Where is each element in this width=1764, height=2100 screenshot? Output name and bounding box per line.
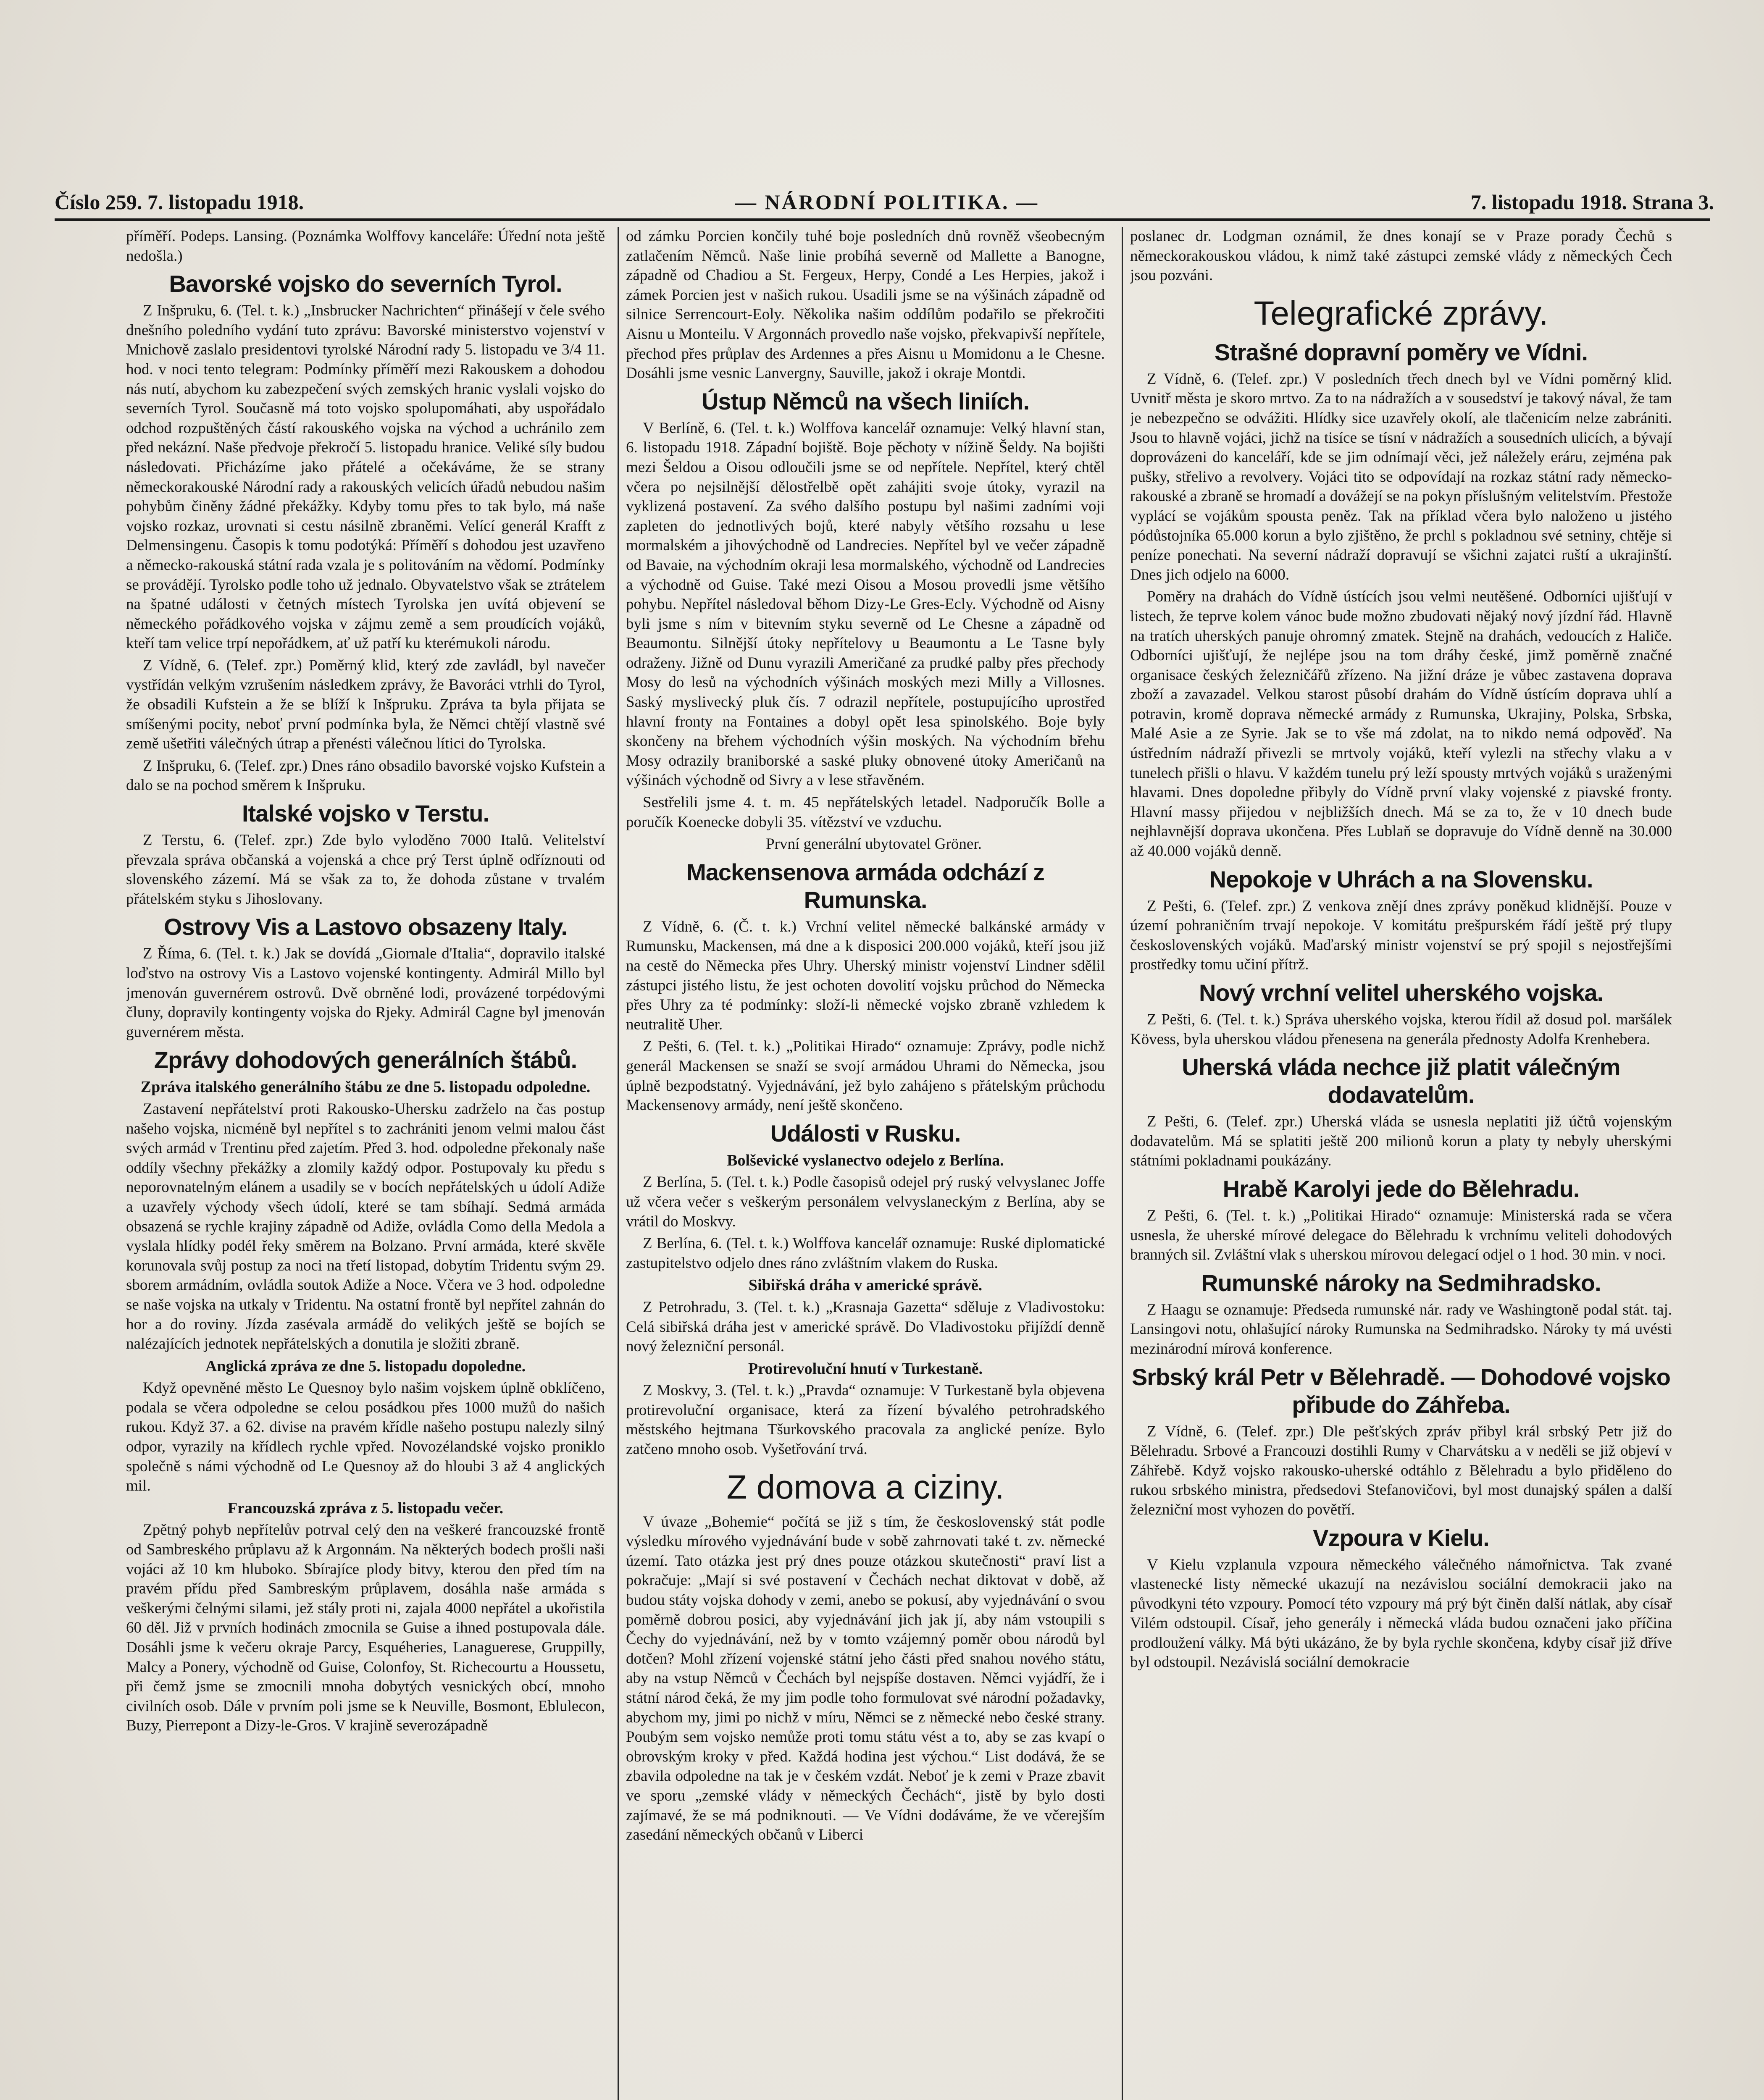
paragraph: Z Říma, 6. (Tel. t. k.) Jak se dovídá „Giornale d'Italia“, dopravilo italské loďstvo na ostrovy Vis a Lastovo vojenské kontingenty. Admirál Millo byl jmenován guvernérem ostrovů. Dvě obrněné lodi, provázené torpédovými čluny, dopravily kontingenty vojska do Rjeky. Admirál Cagne byl jmenován guvernérem města. (126, 945, 605, 1041)
column-divider (618, 227, 619, 2100)
paragraph: poslanec dr. Lodgman oznámil, že dnes konají se v Praze porady Čechů s německorakouskou vládou, k nimž také zástupci zemské vlády z německých Čech jsou pozváni. (1130, 228, 1672, 284)
paragraph: od zámku Porcien končily tuhé boje posledních dnů rovněž všeobecným zatlačením Němců. Naše linie probíhá severně od Mallette a Banogne, západně od Chadiou a St. Fergeux, Herpy, Condé a Les Herpies, jakož i zámek Porcien jest v našich rukou. Usadili jsme se na výšinách západně od silnice Serrencourt-Eoly. Několika našim oddílům podařilo se překročiti Aisnu u Monteilu. V Argonnách provedlo naše vojsko, překvapivší nepřítele, přechod přes průplav des Ardennes a přes Aisnu u Momidonu a le Chesne. Dosáhli jsme vesnic Lanvergny, Sauville, jakož i okraje Montdi. (626, 228, 1105, 382)
headline: Bavorské vojsko do severních Tyrol. (169, 270, 562, 297)
paragraph: V úvaze „Bohemie“ počítá se již s tím, že československý stát podle výsledku mírového vyjednávání bude v sobě zahrnovati také t. zv. německé území. Tato otázka jest prý dnes pouze otázkou skutečnosti“ praví list a pokračuje: „Mají si své postavení v Čechách nechat diktovat v době, až budou státy vojska dohody v zemi, anebo se pokusí, aby vyjednávání o svou poměrně dobrou posici, aby vyjednávání jich jak jí, aby nám vstoupili s Čechy do vyjednávání, než by v tomto vzájemný poměr obou národů byl dotčen? Mohl zřízení vojenské státní jeho části před snahou nového státu, aby na vstup Němců v Čechách byl nejspíše dostaven. Němci vyjádří, že i státní národ čeká, že my jim podle toho formulovat své národní požadavky, abychom my, jimi po nichž v míru, Němci se z německé nebo české strany. Poubým sem vojsko nemůže proti tomu státu vést a to, aby se zas kvapí o obrovským kroky v před. Každá hodina jest výchou.“ List dodává, že se zbavila odpoledne na tak je v českém vzdát. Neboť je k zemi v Praze zbavit ve sporu „zemské vlády v německých Čechách“, jistě by bylo dosti zajímavé, že se má podniknouti. — Ve Vídni dodáváme, že ve včerejším zasedání německých občanů v Liberci (626, 1513, 1105, 1844)
headline: Události v Rusku. (770, 1120, 961, 1147)
page-number: 7. listopadu 1918. Strana 3. (1470, 190, 1714, 214)
paragraph: Z Moskvy, 3. (Tel. t. k.) „Pravda“ oznamuje: V Turkestaně byla objevena protirevoluční organisace, která za řízení bývalého petrohradského městského hejtmana Tšurkovského pracovala za anglické peníze. Bylo zatčeno mnoho osob. Vyšetřování trvá. (626, 1382, 1105, 1458)
subheadline: Francouzská zpráva z 5. listopadu večer. (227, 1499, 504, 1517)
paragraph: Z Vídně, 6. (Telef. zpr.) Dle pešťských zpráv přibyl král srbský Petr již do Bělehradu. Srbové a Francouzi dostihli Rumy v Charvátsku a v neděli se již objeví v Záhřebě. Když vojsko rakousko-uherské odtáhlo z Bělehradu a bylo přiděleno do rukou srbského ministra, předsedovi Stefanovičovi, byl most dunajský spálen a další železniční most vyhozen do povětří. (1130, 1423, 1672, 1518)
headline: Rumunské nároky na Sedmihradsko. (1201, 1269, 1601, 1296)
paragraph: Z Inšpruku, 6. (Tel. t. k.) „Insbrucker Nachrichten“ přinášejí v čele svého dnešního poledního vydání tuto zprávu: Bavorské ministerstvo vojenství v Mnichově zaslalo presidentovi tyrolské Národní rady 5. listopadu ve 3/4 11. hod. v noci tento telegram: Podmínky příměří mezi Rakouskem a dohodou nás nutí, abychom ku zabezpečení svých zemských hranic vyslali vojsko do severních Tyrol. Současně má toto vojsko spolupomáhati, aby uspořádalo odchod rozpuštěných částí rakouského vojska na východ a uchránilo zem před nekázní. Naše předvoje překročí 5. listopadu hranice. Veliké síly budou následovati. Přicházíme jako přátelé a očekáváme, že se strany německorakouské Národní rady a rakouských velicích úřadů nebudou našim pohybům činěny žádné překážky. Kdyby tomu přes to tak bylo, má naše vojsko rozkaz, urovnati si cestu násilně zbraněmi. Velící generál Krafft z Delmensingenu. Časopis k tomu podotýká: Příměří s dohodou jest uzavřeno a německo-rakouská státní rada vzala je s politováním na vědomí. Podmínky se provádějí. Tyrolsko podle toho už jednalo. Obyvatelstvo však se ztrátelem na špatné události v četných místech Tyrolska jen uvítá objevení se německého pořádkového vojska v zájmu země a sem proudících vojáků, kteří tam velice trpí nepořádkem, ať už patří ku kterémukoli národu. (126, 302, 605, 652)
paragraph: V Berlíně, 6. (Tel. t. k.) Wolffova kancelář oznamuje: Velký hlavní stan, 6. listopadu 1918. Západní bojiště. Boje pěchoty v nížině Šeldy. Na bojišti mezi Šeldou a Oisou odloučili jsme se od nepřítele. Nepřítel, který chtěl včera po nejsilnější dělostřelbě opět zahájiti svoje útoky, vyrazil na vyklizená postavení. Za svého dalšího postupu byl našimi zadními voji zapleten do jednotlivých bojů, které nabyly většího rozsahu u lese mormalském a jihovýchodně od Landrecies. Nepřítel byl ve večer západně od Bavaie, na východním okraji lesa mormalského, východně od Landrecies a východně od Guise. Také mezi Oisou a Mosou provedli jsme většího pohybu. Nepřítel následoval běhom Dizy-Le Gres-Ecly. Východně od Aisny byli jsme s ním v bitevním styku severně od Le Chesne a západně od Beaumontu. Silnější útoky nepřítelovy u Beaumontu a Le Tasne byly odraženy. Jižně od Dunu vyrazili Američané za prudké palby přes přechody Mosy do lesů na východních výšinách moských mezi Milly a Villosnes. Saský myslivecký pluk čís. 7 odrazil nepřítele, postupujícího uprostřed hlavní fronty na Fontaines a dobyl opět lesa spinolského. Boje byly skončeny na břehem východních výšin moských. Na východním břehu Mosy odrazily braniborské a saské pluky obnovené útoky Američanů na výšinách východně od Sivry a v lese střavěném. (626, 419, 1105, 789)
paragraph: Z Pešti, 6. (Telef. zpr.) Uherská vláda se usnesla neplatiti již účtů vojenským dodavatelům. Má se splatiti ještě 200 milionů korun a platy ty nebyly uherskými státními pokladnami poukázány. (1130, 1113, 1672, 1170)
paragraph: Z Pešti, 6. (Tel. t. k.) „Politikai Hirado“ oznamuje: Ministerská rada se včera usnesla, že uherské mírové delegace do Bělehradu k vrchnímu veliteli dohodových branných sil. Zvláštní vlak s uherskou mírovou delegací odjel o 1 hod. 30 min. v noci. (1130, 1207, 1672, 1264)
section-title: Telegrafické zprávy. (1254, 294, 1548, 332)
issue-number: Číslo 259. 7. listopadu 1918. (55, 190, 304, 214)
headline: Nepokoje v Uhrách a na Slovensku. (1209, 866, 1593, 892)
paragraph: Z Pešti, 6. (Telef. zpr.) Z venkova znějí dnes zprávy poněkud klidnější. Pouze v území pohraničním trvají nepokoje. V komitátu prešpurském řádí ještě prý tlupy československých vojáků. Maďarský ministr vojenství se prý spojil s nejostřejšími prostředky tomu učiní přítrž. (1130, 897, 1672, 974)
paragraph: Z Pešti, 6. (Tel. t. k.) Správa uherského vojska, kterou řídil až dosud pol. maršálek Kövess, byla uherskou vládou přenesena na generála přednosty Adolfa Krenhebera. (1130, 1011, 1672, 1048)
newspaper-title: — NÁRODNÍ POLITIKA. — (735, 190, 1039, 214)
paragraph: Z Terstu, 6. (Telef. zpr.) Zde bylo vyloděno 7000 Italů. Velitelství převzala správa občanská a vojenská a chce prý Terst úplně odříznouti od slovenského zázemí. Má se však za to, že dohoda zůstane v trvalém přátelském styku s Jihoslovany. (126, 832, 605, 908)
headline: Ústup Němců na všech liniích. (701, 388, 1030, 415)
masthead-rule (55, 218, 1710, 221)
paragraph: Když opevněné město Le Quesnoy bylo našim vojskem úplně obklíčeno, podala se včera odpoledne se celou posádkou přes 1000 mužů do našich rukou. Když 37. a 62. divise na pravém křídle našeho postupu nalezly silný odpor, vyrazily na křídlech rychle vpřed. Novozélandské vojsko proniklo společně s námi východně od Le Quesnoy až do hloubi 3 až 4 anglických mil. (126, 1379, 605, 1495)
paragraph: Z Vídně, 6. (Č. t. k.) Vrchní velitel německé balkánské armády v Rumunsku, Mackensen, má dne a k disposici 200.000 vojáků, kteří jsou již na cestě do Německa přes Uhry. Uherský ministr vojenství Lindner sdělil zástupci jistého listu, že jest ochoten dovolití vojsku průchod do Německa přes Uhry za té podmínky: složí-li německé vojsko zbraně vzhledem k neutralitě Uher. (626, 918, 1105, 1033)
paragraph: příměří. Podeps. Lansing. (Poznámka Wolffovy kanceláře: Úřední nota ještě nedošla.) (126, 228, 605, 265)
column-divider (1122, 227, 1123, 2100)
subheadline: Sibiřská dráha v americké správě. (748, 1276, 983, 1294)
paragraph: Z Pešti, 6. (Tel. t. k.) „Politikai Hirado“ oznamuje: Zprávy, podle nichž generál Mackensen se snaží se svojí armádou Uhrami do Německa, jsou úplně bezpodstatný. Vyjednávání, jež bylo zahájeno s přátelským průchodu Mackensenovy armády, není ještě skončeno. (626, 1038, 1105, 1114)
headline: Vzpoura v Kielu. (1313, 1524, 1489, 1551)
paragraph: Z Haagu se oznamuje: Předseda rumunské nár. rady ve Washingtoně podal stát. taj. Lansingovi notu, ohlašující nároky Rumunska na Sedmihradsko. Nároky ty má uvésti mezinárodní mírová konference. (1130, 1301, 1672, 1357)
headline: Srbský král Petr v Bělehradě. — Dohodové vojsko přibude do Záhřeba. (1132, 1363, 1670, 1418)
column-3 (1130, 227, 1672, 2100)
section-title: Z domova a ciziny. (726, 1468, 1004, 1506)
signature-line: První generální ubytovatel Gröner. (766, 835, 982, 853)
paragraph: Z Vídně, 6. (Telef. zpr.) Poměrný klid, který zde zavládl, byl navečer vystřídán velkým vzrušením následkem zprávy, že Bavoráci vtrhli do Tyrol, že obsadili Kufstein a že se blíží k Inšpruku. Zpráva ta byla přijata se smíšenými pocity, neboť první podmínka byla, že Němci chtějí vlastně své země ušetřiti válečných útrap a přenésti válečnou lítici do Tyrolska. (126, 656, 605, 753)
headline: Uherská vláda nechce již platit válečným dodavatelům. (1182, 1054, 1620, 1108)
column-1 (126, 227, 605, 2100)
paragraph: Zastavení nepřátelství proti Rakousko-Uhersku zadrželo na čas postup našeho vojska, nicméně byl nepřítel s to zachrániti jenom velmi malou část svých armád v Trentinu před zajetím. Před 3. hod. odpoledne překonaly naše oddíly všechny překážky a zlomily každý odpor. Postupovaly ku předu s neporovnatelným elánem a usadily se v bocích nepřátelských u údolí Adiže a uzavřely východy všech údolí, které se tam sbíhají. Sedmá armáda obsazená se rychle krajiny západně od Adiže, ovládla Como della Medola a vyslala hlídky podél řeky směrem na Bolzano. První armáda, které skvěle korunovala svůj postup za noci na třetí listopad, dobytím Tridentu svým 29. sborem armádním, ovládla soutok Adiže a Noce. Včera ve 3 hod. odpoledne se naše vojska na utkaly v Tridentu. Na ostatní frontě byl nepřítel zahnán do hor a do roviny. Jízda zasévala armádě do velikých ještě se bojích se nalézajících jednotek nepřátelských a donutila je složiti zbraně. (126, 1100, 605, 1353)
paragraph: Z Inšpruku, 6. (Telef. zpr.) Dnes ráno obsadilo bavorské vojsko Kufstein a dalo se na pochod směrem k Inšpruku. (126, 757, 605, 794)
masthead (55, 190, 1714, 219)
headline: Nový vrchní velitel uherského vojska. (1199, 979, 1604, 1006)
paragraph: Sestřelili jsme 4. t. m. 45 nepřátelských letadel. Nadporučík Bolle a poručík Koenecke dobyli 35. vítězství ve vzduchu. (626, 794, 1105, 831)
subheadline: Anglická zpráva ze dne 5. listopadu dopoledne. (205, 1357, 526, 1375)
column-2 (626, 227, 1105, 2100)
headline: Mackensenova armáda odchází z Rumunska. (686, 858, 1044, 913)
headline: Ostrovy Vis a Lastovo obsazeny Italy. (164, 914, 567, 940)
subheadline: Protirevoluční hnutí v Turkestaně. (748, 1360, 983, 1378)
subheadline: Bolševické vyslanectvo odejelo z Berlína. (727, 1151, 1004, 1169)
subheadline: Zpráva italského generálního štábu ze dne 5. listopadu odpoledne. (140, 1078, 591, 1096)
paragraph: Zpětný pohyb nepřítelův potrval celý den na veškeré francouzské frontě od Sambreského průplavu až k Argonnám. Na některých bodech prošli naši vojáci až 10 km hluboko. Sbírajíce plody bitvy, kterou den před tím na pravém přídu před Sambreským průplavem, dosáhla naše armáda s veškerými čelnými silami, jež stály proti ni, zajala 4000 nepřátel a ukořistila 60 děl. Již v prvních hodinách zmocnila se Guise a ihned postupovala dále. Dosáhli jsme k večeru okraje Parcy, Esquéheries, Lanaguerese, Gruppilly, Malcy a Ponery, východně od Guise, Colonfoy, St. Richecourtu a Houssetu, při čemž jsme se zmocnili mnoha dobytých vesnických obcí, mnoho civilních osob. Dále v prvním poli jsme se k Neuville, Bosmont, Eblulecon, Buzy, Pierrepont a Dizy-le-Gros. V krajině severozápadně (126, 1521, 605, 1735)
paragraph: Z Petrohradu, 3. (Tel. t. k.) „Krasnaja Gazetta“ sděluje z Vladivostoku: Celá sibiřská dráha jest v americké správě. Do Vladivostoku přijíždí denně nový železniční personál. (626, 1298, 1105, 1355)
paragraph: Poměry na drahách do Vídně ústících jsou velmi neutěšené. Odborníci ujišťují v listech, že teprve kolem vánoc bude možno zbudovati nějaký nový jízdní řád. Hlavně na tratích uherských panuje ohromný zmatek. Stejně na drahách, vedoucích z Haliče. Odborníci ujišťují, že nejlépe jsou na tom dráhy české, jimž poměrně značné organisace českých železničářů zřízeno. Na jižní dráze je vůbec zastavena doprava zboží a zavazadel. Velkou starost působí drahám do Vídně ústícím doprava uhlí a potravin, kromě doprava německé armády z Rumunska, Ukrajiny, Polska, Srbska, Malé Asie a ze Syrie. Jak se to vše má zdolat, na to nikdo nemá odpověď. Na ústředním nádraží přivezli se mrtvoly vojáků, kteří vylezli na střechy vlaku a v tunelech přišli o hlavu. V každém tunelu prý leží spousty mrtvých vojáků s uraženými hlavami. Dnes dopoledne přibyly do Vídně první vlaky vojenské z piavské fronty. Hlavní massy přijedou v nejbližších dnech. Má se za to, že v 10 dnech bude nejhlavnější doprava ukončena. Přes Lublaň se dopravuje do Vídně denně na 30.000 až 40.000 vojáků denně. (1130, 588, 1672, 860)
paragraph: Z Berlína, 5. (Tel. t. k.) Podle časopisů odejel prý ruský velvyslanec Joffe už včera večer s veškerým personálem velvyslaneckým z Berlína, aby se vrátil do Moskvy. (626, 1173, 1105, 1230)
headline: Zprávy dohodových generálních štábů. (154, 1047, 577, 1074)
paragraph: Z Berlína, 6. (Tel. t. k.) Wolffova kancelář oznamuje: Ruské diplomatické zastupitelstvo odjelo dnes ráno zvláštním vlakem do Ruska. (626, 1235, 1105, 1272)
paragraph: Z Vídně, 6. (Telef. zpr.) V posledních třech dnech byl ve Vídni poměrný klid. Uvnitř města je skoro mrtvo. Za to na nádražích a v sousedství je takový nával, že tam je nebezpečno se odvážiti. Hlídky sice uzavřely okolí, ale tlačenicím nelze zabrániti. Jsou to hlavně vojáci, jichž na tisíce se tísní v nádražích a sousedních ulicích, a bývají doprovázeni do kanceláří, kde se jim odnímají věci, jež náležely eráru, zejména pak pušky, střelivo a revolvery. Vojáci tito se odpovídají na rozkaz státní rady německo-rakouské a zbraně se hromadí a dovážejí se na pokyn příslušným velitelstvím. Přestože vyplácí se vojákům spousta peněz. Tak na příklad včera bylo naloženo u jistého pódůstojníka 65.000 korun a bylo zjištěno, že prchl s pokladnou své setniny, chtěje si peníze ponechati. Na severní nádraží dopravují se všichni zajatci ruští a ukrajinští. Dnes jich odjelo na 6000. (1130, 370, 1672, 583)
headline: Strašné dopravní poměry ve Vídni. (1214, 339, 1588, 365)
headline: Hrabě Karolyi jede do Bělehradu. (1222, 1175, 1580, 1202)
headline: Italské vojsko v Terstu. (242, 800, 489, 827)
paragraph: V Kielu vzplanula vzpoura německého válečného námořnictva. Tak zvané vlastenecké listy německé ukazují na nezávislou sociální demokracii jako na původkyni této vzpoury. Pomocí této vzpoury má prý být činěn další nátlak, aby císař Vilém odstoupil. Císař, jeho generály i německá vláda budou označeni jako příčina prodloužení války. Má býti ukázáno, že by byla rychle skončena, kdyby císař již dříve byl odstoupil. Nezávislá sociální demokracie (1130, 1556, 1672, 1671)
